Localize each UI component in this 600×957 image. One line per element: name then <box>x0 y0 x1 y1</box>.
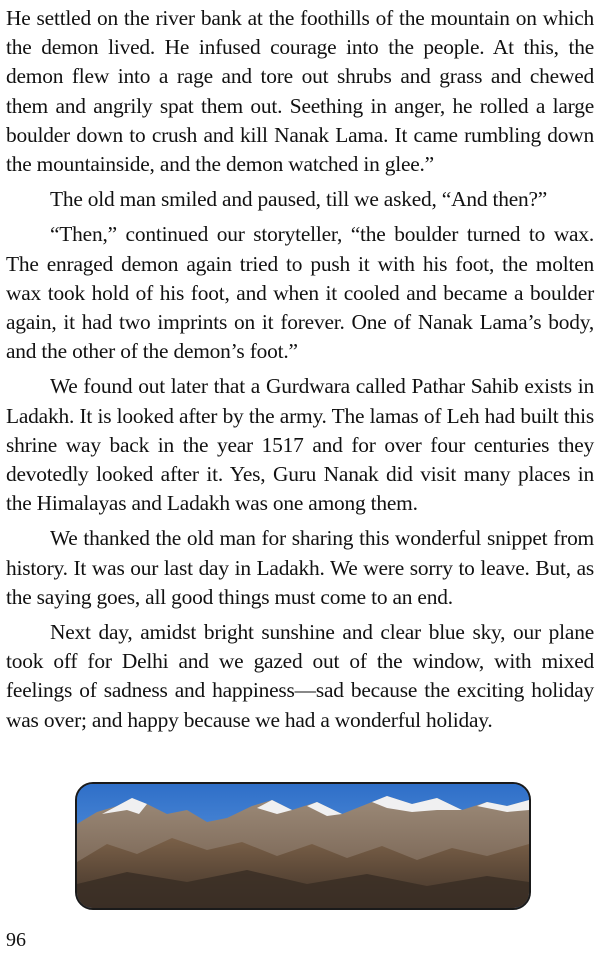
body-text <box>6 4 594 741</box>
mountain-illustration <box>77 784 529 908</box>
mountain-photo <box>75 782 531 910</box>
paragraph-3: “Then,” continued our storyteller, “the boulder turned to wax. The enraged demon again tried to push it with his foot, the molten wax took hold of his foot, and when it cooled and became a boulder again, it had two imprints on it forever. One of Nanak Lama’s body, and the other of the demon’s foot.” <box>6 222 594 364</box>
paragraph-4: We found out later that a Gurdwara called Pathar Sahib exists in Ladakh. It is looked after by the army. The lamas of Leh had built this shrine way back in the year 1517 and for over four centuries they devotedly looked after it. Yes, Guru Nanak did visit many places in the Himalayas and Ladakh was one among them. <box>6 374 594 516</box>
page-number: 96 <box>6 929 26 951</box>
paragraph-6: Next day, amidst bright sunshine and clear blue sky, our plane took off for Delhi and we gazed out of the window, with mixed feelings of sadness and happiness—sad because the exciting holiday was over; and happy because we had a wonderful holiday. <box>6 620 594 732</box>
paragraph-1: He settled on the river bank at the foothills of the mountain on which the demon lived. He infused courage into the people. At this, the demon flew into a rage and tore out shrubs and grass and chewed them and angrily spat them out. Seething in anger, he rolled a large boulder down to crush and kill Nanak Lama. It came rumbling down the mountainside, and the demon watched in glee.” <box>6 6 594 177</box>
paragraph-2: The old man smiled and paused, till we asked, “And then?” <box>50 187 548 212</box>
paragraph-5: We thanked the old man for sharing this wonderful snippet from history. It was our last day in Ladakh. We were sorry to leave. But, as the saying goes, all good things must come to an end. <box>6 526 594 609</box>
